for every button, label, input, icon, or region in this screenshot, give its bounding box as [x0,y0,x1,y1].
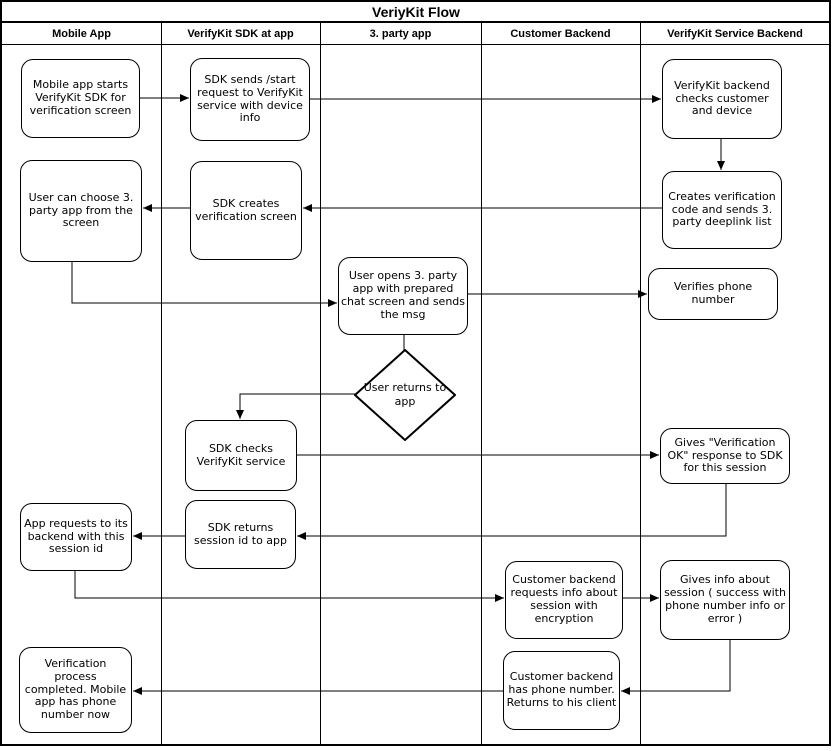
arrow-gives-ok-to-sdk-returns [297,484,726,536]
lane-divider-2 [320,21,321,746]
node-sdk-creates-verification-screen: SDK creates verification screen [190,161,302,260]
header-separator-line [2,44,830,45]
arrow-app-requests-to-customer-backend [75,571,504,598]
node-verifies-phone-number: Verifies phone number [648,268,778,320]
arrow-user-choose-to-user-opens [72,262,337,303]
node-creates-verification-code: Creates verification code and sends 3. party deeplink list [662,171,782,249]
node-customer-backend-has-phone: Customer backend has phone number. Returns to his client [503,651,620,730]
lane-divider-1 [161,21,162,746]
lane-header-verifykit-service-backend: VerifyKit Service Backend [667,27,803,40]
arrow-diamond-to-sdk-checks [240,394,355,419]
lane-header-mobile-app: Mobile App [52,27,111,40]
node-sdk-checks-verifykit: SDK checks VerifyKit service [185,420,297,491]
node-app-requests-backend: App requests to its backend with this session id [20,503,132,571]
node-user-returns-to-app [354,349,456,441]
arrow-gives-info-to-customer-has-phone [621,640,730,691]
lane-divider-4 [640,21,641,746]
node-gives-session-info: Gives info about session ( success with phone number info or error ) [660,560,790,640]
lane-header-3rd-party-app: 3. party app [369,27,432,40]
node-user-can-choose: User can choose 3. party app from the screen [20,160,142,262]
decision-label: User returns to app [363,381,447,408]
node-gives-verification-ok: Gives "Verification OK" response to SDK for this session [660,428,790,484]
lane-header-customer-backend: Customer Backend [510,27,611,40]
node-mobile-app-starts-sdk: Mobile app starts VerifyKit SDK for verification screen [21,59,140,138]
diagram-title: VeriyKit Flow [372,3,460,20]
lane-divider-3 [481,21,482,746]
node-verification-completed: Verification process completed. Mobile app has phone number now [19,647,132,733]
node-user-opens-3rd-party-app: User opens 3. party app with prepared chat screen and sends the msg [338,257,468,335]
lane-header-verifykit-sdk: VerifyKit SDK at app [187,27,294,40]
node-customer-backend-requests-info: Customer backend requests info about session with encryption [505,561,623,639]
node-sdk-sends-start-request: SDK sends /start request to VerifyKit service with device info [190,58,310,141]
node-verifykit-backend-checks: VerifyKit backend checks customer and device [662,59,782,139]
node-sdk-returns-session-id: SDK returns session id to app [185,500,296,569]
lane-header-row [2,23,830,44]
